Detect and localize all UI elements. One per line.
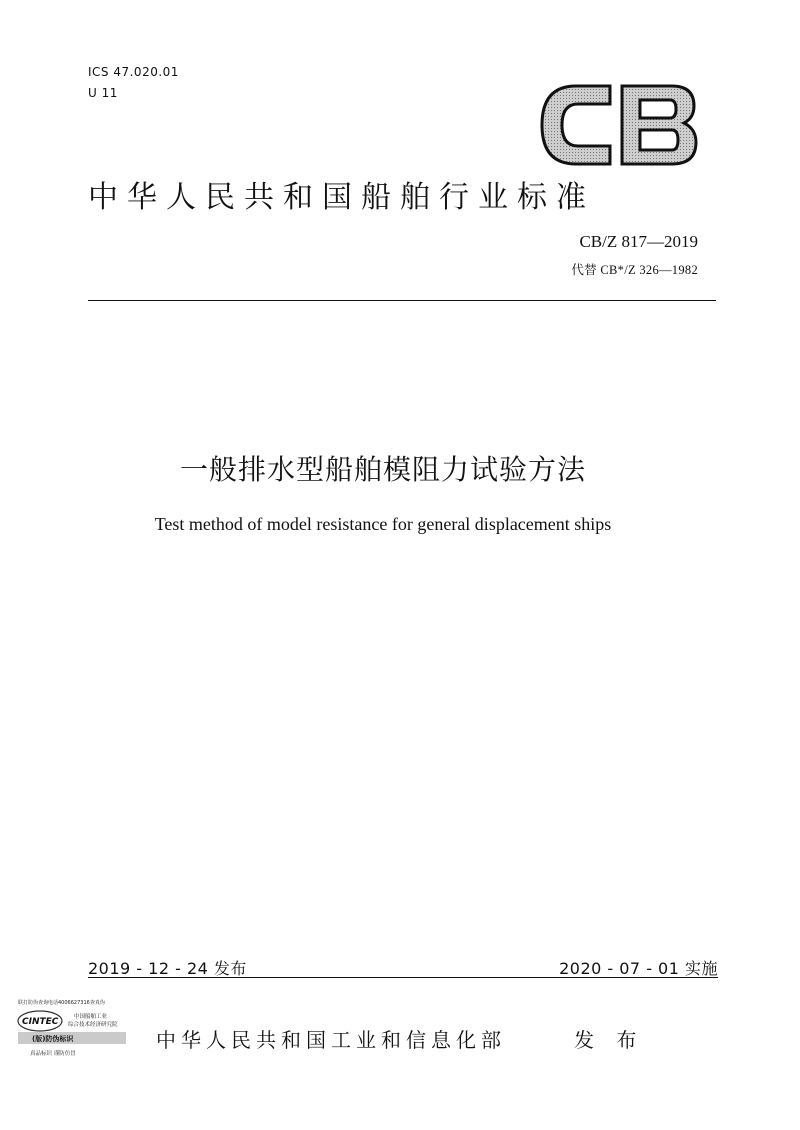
ics-code: ICS 47.020.01 — [88, 65, 179, 79]
document-title-zh: 一般排水型船舶模阻力试验方法 — [179, 453, 586, 486]
svg-text:联打防伪查询电话4006627316查真伪: 联打防伪查询电话4006627316查真伪 — [18, 1000, 105, 1006]
issue-date: 2019 - 12 - 24 发布 — [88, 959, 247, 978]
cb-logo — [538, 82, 700, 168]
svg-text:综合技术经济研究院: 综合技术经济研究院 — [68, 1022, 118, 1028]
publish-label: 发 布 — [574, 1028, 645, 1052]
replaces-standard: 代替 CB*/Z 326—1982 — [571, 263, 698, 277]
issuing-authority: 中华人民共和国工业和信息化部 — [156, 1028, 506, 1052]
svg-text:(版)防伪标识: (版)防伪标识 — [32, 1035, 74, 1043]
standard-category-title: 中华人民共和国船舶行业标准 — [88, 180, 595, 215]
classification-codes — [88, 62, 179, 104]
cb-logo-text: CB — [538, 82, 540, 83]
implementation-date: 2020 - 07 - 01 实施 — [559, 959, 718, 978]
ccs-code: U 11 — [88, 86, 118, 100]
cb-logo-icon — [538, 82, 700, 168]
anti-counterfeit-stamp — [14, 995, 130, 1063]
anti-counterfeit-stamp-icon — [14, 995, 130, 1063]
bottom-divider — [88, 977, 718, 978]
svg-text:CINTEC: CINTEC — [22, 1017, 59, 1027]
svg-text:中国船舶工业: 中国船舶工业 — [74, 1014, 108, 1020]
top-divider — [88, 300, 716, 301]
standard-number: CB/Z 817—2019 — [579, 232, 698, 251]
document-title-en: Test method of model resistance for general displacement ships — [154, 514, 612, 534]
svg-text:真品标识 谨防仿冒: 真品标识 谨防仿冒 — [30, 1051, 76, 1057]
